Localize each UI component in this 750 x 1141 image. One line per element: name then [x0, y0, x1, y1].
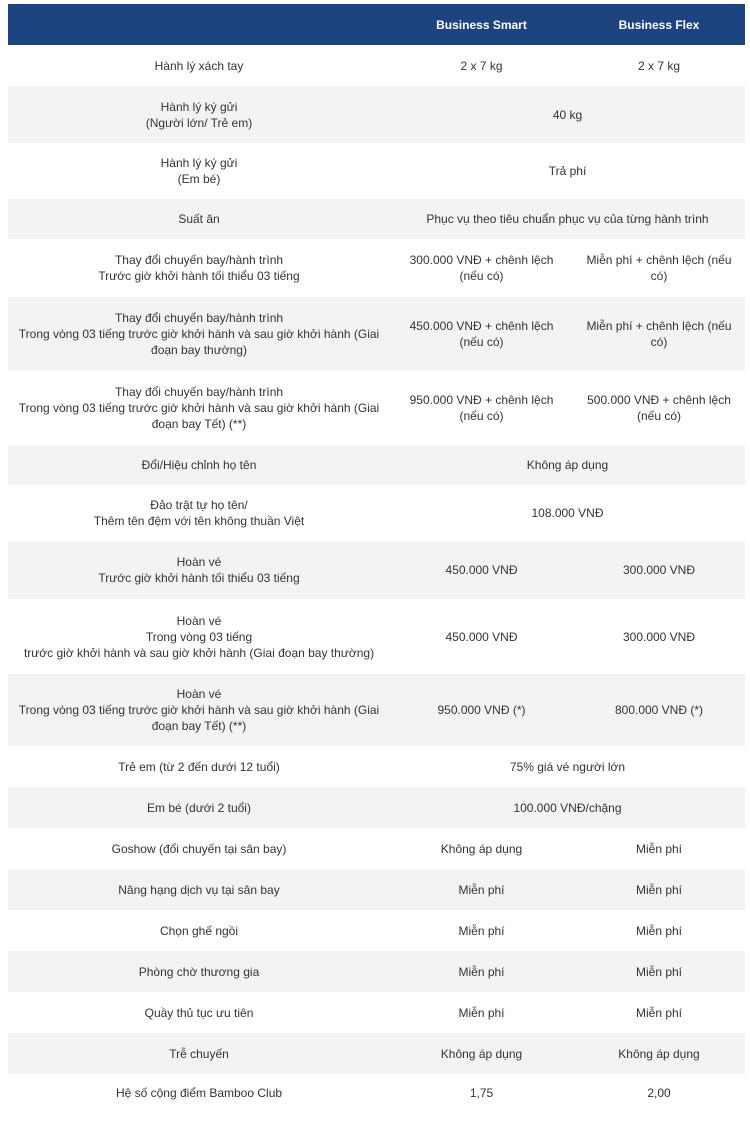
feature-cell-text: Hành lý xách tay [154, 58, 244, 73]
feature-cell-text: Hoàn vé Trong vòng 03 tiếng trước giờ khởi hành và sau giờ khởi hành (Giai đoạn bay Tết) (**) [18, 687, 380, 733]
smart-value-cell [390, 674, 573, 746]
feature-cell-text: Nâng hạng dịch vụ tại sân bay [118, 882, 280, 897]
feature-cell [8, 1033, 390, 1074]
shared-value-cell-text: 108.000 VNĐ [531, 506, 604, 520]
feature-cell [8, 951, 390, 992]
shared-value-cell [390, 787, 745, 828]
flex-value-cell-text: Miễn phí [635, 964, 683, 979]
smart-value-cell-text: 450.000 VNĐ [445, 629, 518, 644]
smart-value-cell-text: Miễn phí [458, 964, 505, 979]
feature-cell [8, 297, 390, 371]
feature-cell [8, 239, 390, 297]
table-row [8, 445, 745, 485]
feature-cell-text: Goshow (đổi chuyến tại sân bay) [111, 841, 287, 856]
table-row [8, 828, 745, 869]
flex-value-cell [573, 992, 745, 1033]
flex-value-cell-text: 300.000 VNĐ [622, 629, 696, 644]
table-row [8, 1074, 745, 1111]
feature-cell-text: Hành lý ký gửi (Người lớn/ Trẻ em) [145, 99, 253, 130]
smart-value-cell [390, 45, 573, 86]
feature-cell-text: Hệ số cộng điểm Bamboo Club [115, 1085, 283, 1100]
feature-cell [8, 86, 390, 143]
smart-value-cell [390, 910, 573, 951]
flex-value-cell [573, 371, 745, 445]
feature-cell-text: Phòng chờ thương gia [138, 964, 260, 979]
shared-value-cell [390, 86, 745, 143]
feature-cell [8, 910, 390, 951]
smart-value-cell [390, 239, 573, 297]
shared-value-cell [390, 485, 745, 541]
feature-cell-text: Hành lý ký gửi (Em bé) [160, 156, 238, 186]
smart-value-cell-text: 450.000 VNĐ + chênh lệch (nếu có) [409, 319, 554, 349]
flex-value-cell-text: Miễn phí + chênh lệch (nếu có) [586, 319, 732, 349]
feature-cell-text: Hoàn vé Trong vòng 03 tiếng trước giờ khởi hành và sau giờ khởi hành (Giai đoạn bay thường) [23, 613, 375, 660]
feature-cell [8, 199, 390, 239]
feature-cell [8, 1074, 390, 1111]
table-row [8, 239, 745, 297]
flex-value-cell [573, 599, 745, 674]
flex-value-cell-text: 300.000 VNĐ [622, 563, 696, 577]
smart-value-cell-text: Không áp dụng [440, 841, 523, 856]
fare-table [8, 4, 745, 1111]
flex-value-cell [573, 951, 745, 992]
feature-cell [8, 485, 390, 541]
table-row [8, 951, 745, 992]
smart-value-cell [390, 951, 573, 992]
smart-value-cell [390, 1074, 573, 1111]
shared-value-cell-text: Không áp dụng [526, 458, 609, 472]
feature-cell [8, 828, 390, 869]
flex-value-cell [573, 1074, 745, 1111]
flex-value-cell [573, 1033, 745, 1074]
feature-cell [8, 445, 390, 485]
shared-value-cell [390, 445, 745, 485]
flex-value-cell [573, 828, 745, 869]
smart-value-cell-text: 950.000 VNĐ + chênh lệch (nếu có) [409, 393, 554, 423]
shared-value-cell [390, 746, 745, 787]
table-row [8, 992, 745, 1033]
header-row [8, 4, 745, 45]
smart-value-cell [390, 599, 573, 674]
smart-value-cell-text: Miễn phí [458, 882, 505, 897]
smart-value-cell-text: 950.000 VNĐ (*) [437, 703, 526, 717]
flex-value-cell [573, 541, 745, 599]
header-business-smart: Business Smart [390, 4, 573, 45]
feature-cell-text: Trẻ em (từ 2 đến dưới 12 tuổi) [118, 759, 280, 774]
header-feature [8, 4, 390, 45]
flex-value-cell-text: Miễn phí [635, 923, 683, 938]
smart-value-cell-text: 300.000 VNĐ + chênh lệch (nếu có) [409, 253, 554, 283]
flex-value-cell [573, 674, 745, 746]
smart-value-cell [390, 992, 573, 1033]
table-row [8, 485, 745, 541]
table-row [8, 869, 745, 910]
table-row [8, 143, 745, 199]
flex-value-cell [573, 239, 745, 297]
header-business-flex: Business Flex [573, 4, 745, 45]
feature-cell [8, 599, 390, 674]
smart-value-cell-text: Miễn phí [458, 1005, 505, 1020]
flex-value-cell [573, 869, 745, 910]
flex-value-cell [573, 45, 745, 86]
flex-value-cell-text: 2,00 [647, 1085, 671, 1100]
feature-cell [8, 992, 390, 1033]
feature-cell [8, 541, 390, 599]
flex-value-cell-text: Không áp dụng [618, 1046, 700, 1061]
flex-value-cell-text: 800.000 VNĐ (*) [614, 703, 704, 717]
table-row [8, 910, 745, 951]
flex-value-cell [573, 910, 745, 951]
fare-comparison [8, 4, 745, 1111]
shared-value-cell-text: 100.000 VNĐ/chặng [513, 800, 622, 815]
smart-value-cell-text: 2 x 7 kg [460, 58, 503, 73]
table-row [8, 371, 745, 445]
feature-cell [8, 674, 390, 746]
smart-value-cell [390, 541, 573, 599]
shared-value-cell-text: Phục vụ theo tiêu chuẩn phục vụ của từng hành trình [426, 212, 709, 226]
flex-value-cell-text: Miễn phí [635, 1005, 683, 1020]
smart-value-cell [390, 828, 573, 869]
table-row [8, 599, 745, 674]
table-row [8, 297, 745, 371]
feature-cell-text: Hoàn vé Trước giờ khởi hành tối thiểu 03 tiếng [98, 555, 300, 585]
feature-cell [8, 787, 390, 828]
flex-value-cell-text: 500.000 VNĐ + chênh lệch (nếu có) [587, 393, 731, 423]
feature-cell-text: Suất ăn [178, 212, 220, 226]
shared-value-cell [390, 199, 745, 239]
shared-value-cell-text: 75% giá vé người lớn [509, 759, 626, 774]
shared-value-cell [390, 143, 745, 199]
feature-cell [8, 869, 390, 910]
feature-cell-text: Quầy thủ tục ưu tiên [144, 1005, 254, 1020]
smart-value-cell-text: Không áp dụng [440, 1046, 523, 1061]
smart-value-cell [390, 869, 573, 910]
feature-cell-text: Đổi/Hiệu chỉnh họ tên [141, 458, 257, 472]
smart-value-cell [390, 297, 573, 371]
feature-cell [8, 45, 390, 86]
shared-value-cell-text: 40 kg [552, 107, 583, 122]
table-row [8, 199, 745, 239]
table-row [8, 1033, 745, 1074]
table-row [8, 674, 745, 746]
table-row [8, 746, 745, 787]
feature-cell-text: Trễ chuyến [169, 1046, 229, 1061]
table-row [8, 86, 745, 143]
feature-cell [8, 143, 390, 199]
feature-cell-text: Em bé (dưới 2 tuổi) [147, 800, 251, 815]
smart-value-cell-text: 450.000 VNĐ [445, 563, 518, 577]
feature-cell-text: Thay đổi chuyến bay/hành trình Trong vòng 03 tiếng trước giờ khởi hành và sau giờ khởi hành (Giai đoạn bay thường) [18, 311, 380, 357]
feature-cell-text: Thay đổi chuyến bay/hành trình Trước giờ khởi hành tối thiểu 03 tiếng [98, 253, 300, 283]
feature-cell-text: Đảo trật tự họ tên/ Thêm tên đệm với tên không thuần Việt [93, 498, 305, 528]
feature-cell-text: Thay đổi chuyến bay/hành trình Trong vòng 03 tiếng trước giờ khởi hành và sau giờ khởi hành (Giai đoạn bay Tết) (**) [18, 385, 380, 431]
table-header [8, 4, 745, 45]
table-row [8, 541, 745, 599]
flex-value-cell-text: Miễn phí [635, 841, 683, 856]
smart-value-cell [390, 1033, 573, 1074]
flex-value-cell-text: Miễn phí + chênh lệch (nếu có) [586, 253, 732, 283]
shared-value-cell-text: Trả phí [548, 164, 587, 178]
feature-cell-text: Chọn ghế ngồi [159, 923, 239, 938]
feature-cell [8, 746, 390, 787]
flex-value-cell-text: Miễn phí [635, 882, 683, 897]
flex-value-cell-text: 2 x 7 kg [637, 58, 681, 73]
table-body [8, 45, 745, 1111]
flex-value-cell [573, 297, 745, 371]
table-row [8, 45, 745, 86]
table-row [8, 787, 745, 828]
smart-value-cell-text: Miễn phí [458, 923, 505, 938]
smart-value-cell-text: 1,75 [469, 1085, 494, 1100]
feature-cell [8, 371, 390, 445]
smart-value-cell [390, 371, 573, 445]
